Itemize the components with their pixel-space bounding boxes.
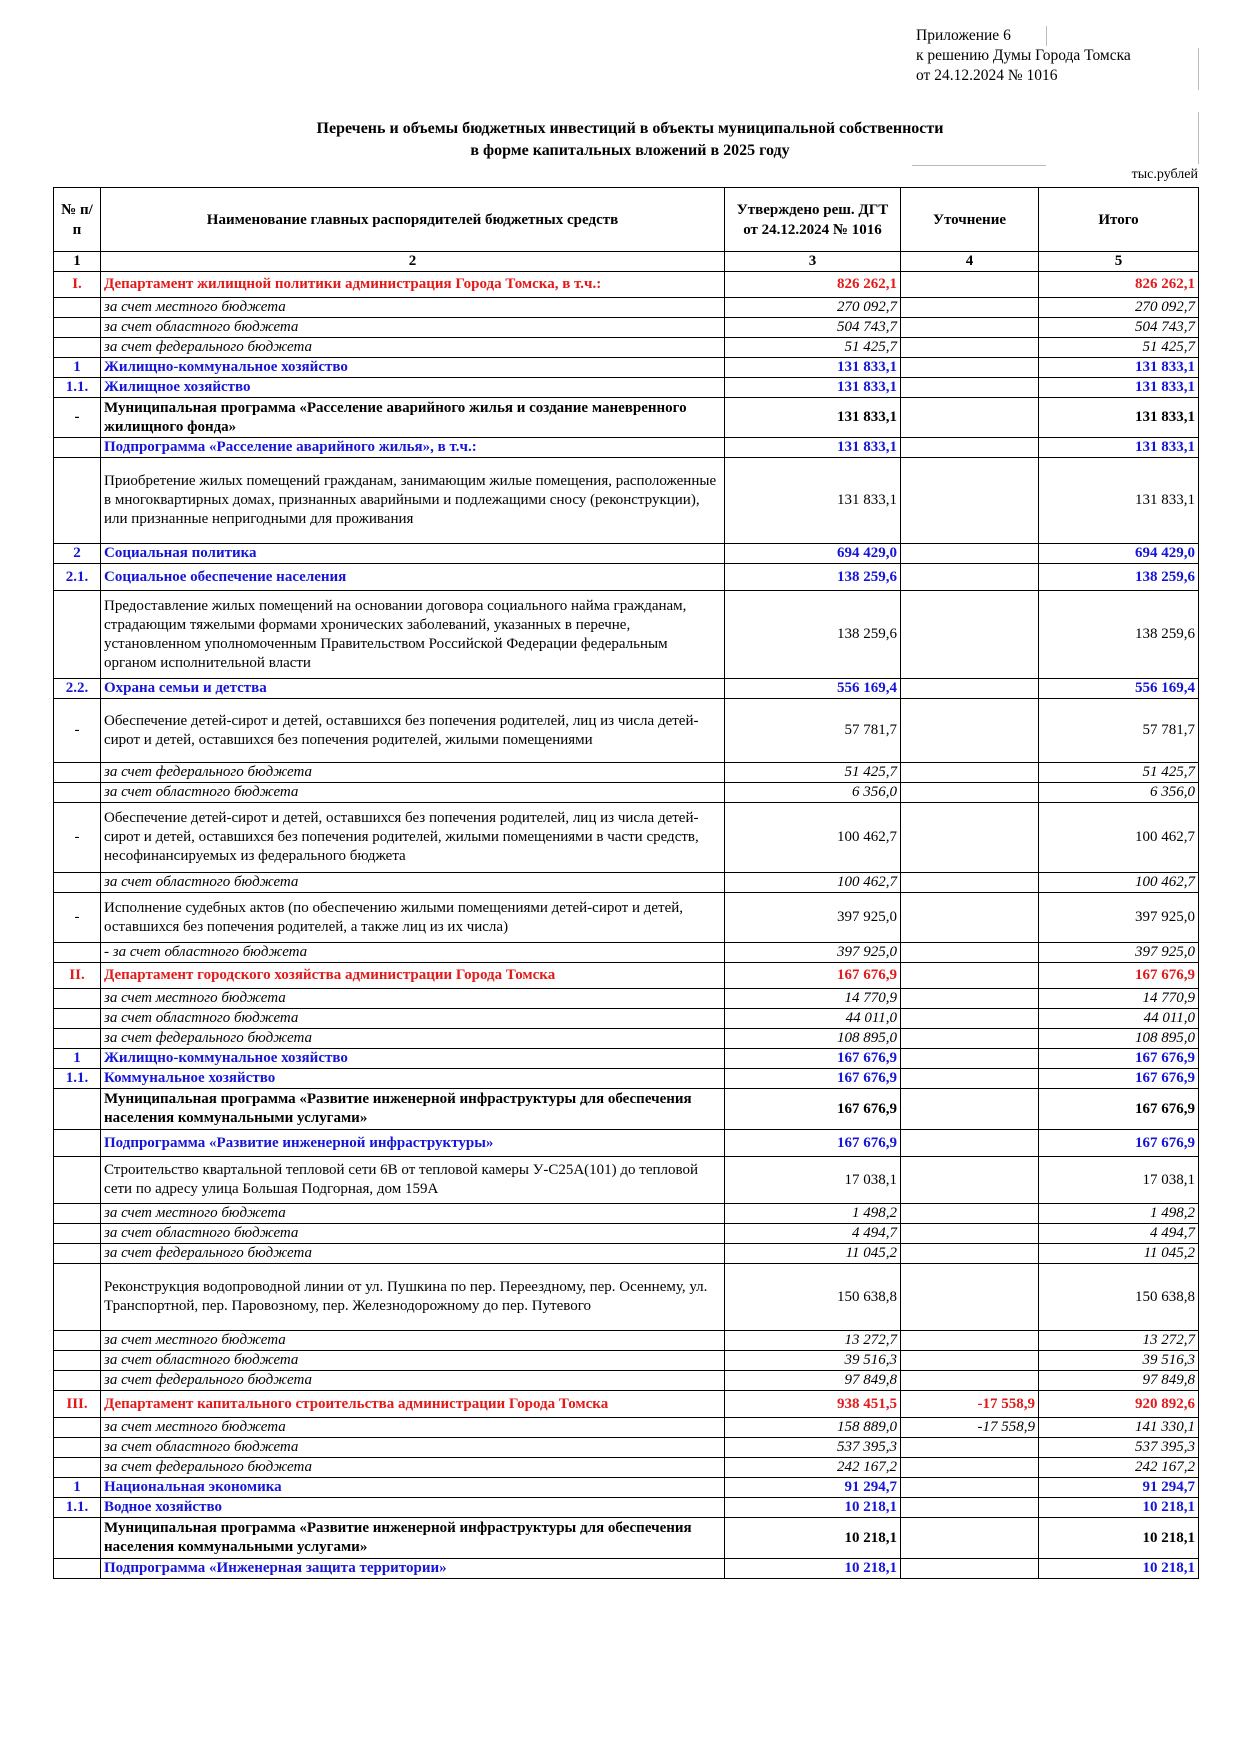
row-name: - за счет областного бюджета <box>101 943 725 963</box>
row-approved: 138 259,6 <box>725 564 901 591</box>
table-row <box>54 438 1199 458</box>
row-number <box>54 783 101 803</box>
row-approved: 39 516,3 <box>725 1351 901 1371</box>
table-row <box>54 1224 1199 1244</box>
row-approved: 242 167,2 <box>725 1458 901 1478</box>
row-total: 51 425,7 <box>1039 338 1199 358</box>
table-row <box>54 1371 1199 1391</box>
row-name: Национальная экономика <box>101 1478 725 1498</box>
row-name: за счет федерального бюджета <box>101 1371 725 1391</box>
row-number <box>54 1559 101 1579</box>
row-name: за счет федерального бюджета <box>101 338 725 358</box>
row-name: за счет областного бюджета <box>101 873 725 893</box>
document-title <box>200 118 1060 162</box>
row-total: 138 259,6 <box>1039 591 1199 679</box>
row-approved: 14 770,9 <box>725 989 901 1009</box>
table-row <box>54 378 1199 398</box>
header-name: Наименование главных распорядителей бюджетных средств <box>101 188 725 252</box>
row-total: 167 676,9 <box>1039 1069 1199 1089</box>
row-total: 39 516,3 <box>1039 1351 1199 1371</box>
row-approved: 17 038,1 <box>725 1157 901 1204</box>
row-number <box>54 338 101 358</box>
row-total: 91 294,7 <box>1039 1478 1199 1498</box>
row-number <box>54 1130 101 1157</box>
table-row <box>54 1029 1199 1049</box>
divider <box>1198 48 1199 90</box>
row-name: Предоставление жилых помещений на основании договора социального найма гражданам, страдающим тяжелыми формами хронических заболеваний, указанных в перечне, установленном уполномоченным Правительством Российской Федерации федеральным органом исполнительной власти <box>101 591 725 679</box>
row-change <box>901 1130 1039 1157</box>
row-name: за счет местного бюджета <box>101 1331 725 1351</box>
row-total: 694 429,0 <box>1039 544 1199 564</box>
row-approved: 10 218,1 <box>725 1498 901 1518</box>
row-change <box>901 398 1039 438</box>
row-number <box>54 298 101 318</box>
row-number <box>54 1438 101 1458</box>
row-change <box>901 1371 1039 1391</box>
table-row <box>54 943 1199 963</box>
row-number: 1.1. <box>54 1069 101 1089</box>
units-label: тыс.рублей <box>1131 167 1198 182</box>
row-number: 1 <box>54 1478 101 1498</box>
row-number <box>54 438 101 458</box>
table-row <box>54 1559 1199 1579</box>
table-row <box>54 1458 1199 1478</box>
row-change <box>901 1204 1039 1224</box>
row-change <box>901 1458 1039 1478</box>
table-row <box>54 1498 1199 1518</box>
row-total: 13 272,7 <box>1039 1331 1199 1351</box>
row-name: Водное хозяйство <box>101 1498 725 1518</box>
table-row <box>54 1157 1199 1204</box>
row-total: 100 462,7 <box>1039 873 1199 893</box>
row-change <box>901 318 1039 338</box>
row-number: - <box>54 699 101 763</box>
row-total: 44 011,0 <box>1039 1009 1199 1029</box>
row-total: 10 218,1 <box>1039 1498 1199 1518</box>
row-change <box>901 963 1039 989</box>
table-row <box>54 1478 1199 1498</box>
table-row <box>54 1331 1199 1351</box>
header-approved: Утверждено реш. ДГТ от 24.12.2024 № 1016 <box>725 188 901 252</box>
row-approved: 397 925,0 <box>725 893 901 943</box>
header-change: Уточнение <box>901 188 1039 252</box>
row-total: 242 167,2 <box>1039 1458 1199 1478</box>
row-approved: 44 011,0 <box>725 1009 901 1029</box>
row-name: за счет областного бюджета <box>101 1438 725 1458</box>
row-change <box>901 1244 1039 1264</box>
row-total: 131 833,1 <box>1039 378 1199 398</box>
row-change <box>901 338 1039 358</box>
table-row <box>54 1264 1199 1331</box>
colnum-4: 4 <box>901 252 1039 272</box>
divider <box>1046 26 1047 46</box>
row-total: 4 494,7 <box>1039 1224 1199 1244</box>
table-row <box>54 873 1199 893</box>
table-row <box>54 783 1199 803</box>
table-row <box>54 1204 1199 1224</box>
row-approved: 938 451,5 <box>725 1391 901 1418</box>
row-approved: 100 462,7 <box>725 873 901 893</box>
row-change <box>901 1264 1039 1331</box>
row-name: Жилищно-коммунальное хозяйство <box>101 1049 725 1069</box>
row-change <box>901 358 1039 378</box>
table-row <box>54 1244 1199 1264</box>
row-name: Департамент капитального строительства администрации Города Томска <box>101 1391 725 1418</box>
row-number: - <box>54 803 101 873</box>
row-change <box>901 989 1039 1009</box>
table-row <box>54 298 1199 318</box>
row-name: Обеспечение детей-сирот и детей, оставшихся без попечения родителей, лиц из числа детей-сирот и детей, оставшихся без попечения родителей, жилыми помещениями <box>101 699 725 763</box>
row-change <box>901 591 1039 679</box>
row-name: за счет областного бюджета <box>101 318 725 338</box>
row-total: 10 218,1 <box>1039 1518 1199 1559</box>
row-name: Социальная политика <box>101 544 725 564</box>
row-name: за счет местного бюджета <box>101 1418 725 1438</box>
row-number <box>54 1157 101 1204</box>
row-change <box>901 1029 1039 1049</box>
row-approved: 131 833,1 <box>725 378 901 398</box>
row-approved: 537 395,3 <box>725 1438 901 1458</box>
table-row <box>54 1418 1199 1438</box>
row-change <box>901 378 1039 398</box>
row-change <box>901 679 1039 699</box>
investment-table <box>53 187 1199 1579</box>
annex-line-3: от 24.12.2024 № 1016 <box>916 67 1058 84</box>
row-name: Департамент жилищной политики администрация Города Томска, в т.ч.: <box>101 272 725 298</box>
row-name: Реконструкция водопроводной линии от ул. Пушкина по пер. Переездному, пер. Осеннему, ул. Транспортной, пер. Паровозному, пер. Железнодорожному до пер. Путевого <box>101 1264 725 1331</box>
row-total: 167 676,9 <box>1039 1130 1199 1157</box>
colnum-1: 1 <box>54 252 101 272</box>
row-number <box>54 1331 101 1351</box>
row-number: III. <box>54 1391 101 1418</box>
row-approved: 4 494,7 <box>725 1224 901 1244</box>
row-approved: 131 833,1 <box>725 358 901 378</box>
table-row <box>54 893 1199 943</box>
row-change <box>901 1331 1039 1351</box>
table-row <box>54 1089 1199 1130</box>
row-total: 14 770,9 <box>1039 989 1199 1009</box>
table-row <box>54 544 1199 564</box>
row-total: 131 833,1 <box>1039 458 1199 544</box>
table-row <box>54 963 1199 989</box>
row-name: Муниципальная программа «Развитие инженерной инфраструктуры для обеспечения населения коммунальными услугами» <box>101 1089 725 1130</box>
table-row <box>54 1518 1199 1559</box>
row-change: -17 558,9 <box>901 1391 1039 1418</box>
table-row <box>54 564 1199 591</box>
row-number: 1 <box>54 1049 101 1069</box>
table-row <box>54 679 1199 699</box>
row-change <box>901 699 1039 763</box>
row-total: 138 259,6 <box>1039 564 1199 591</box>
divider <box>912 165 1046 166</box>
row-approved: 51 425,7 <box>725 763 901 783</box>
row-number: 2.1. <box>54 564 101 591</box>
row-name: Обеспечение детей-сирот и детей, оставшихся без попечения родителей, лиц из числа детей-сирот и детей, оставшихся без попечения родителей, жилыми помещениями в части средств, несофинансируемых из федерального бюджета <box>101 803 725 873</box>
table-row <box>54 989 1199 1009</box>
table-row <box>54 398 1199 438</box>
row-number <box>54 1518 101 1559</box>
table-row <box>54 1049 1199 1069</box>
row-number <box>54 1244 101 1264</box>
row-number <box>54 1204 101 1224</box>
row-total: 150 638,8 <box>1039 1264 1199 1331</box>
title-line-1: Перечень и объемы бюджетных инвестиций в объекты муниципальной собственности <box>316 120 944 137</box>
row-number: - <box>54 398 101 438</box>
row-number <box>54 763 101 783</box>
row-approved: 826 262,1 <box>725 272 901 298</box>
row-change <box>901 803 1039 873</box>
row-change <box>901 1351 1039 1371</box>
table-row <box>54 318 1199 338</box>
row-approved: 167 676,9 <box>725 1069 901 1089</box>
row-total: 397 925,0 <box>1039 943 1199 963</box>
colnum-2: 2 <box>101 252 725 272</box>
header-number: № п/п <box>54 188 101 252</box>
row-total: 397 925,0 <box>1039 893 1199 943</box>
row-change <box>901 458 1039 544</box>
column-number-row <box>54 252 1199 272</box>
row-name: за счет областного бюджета <box>101 1224 725 1244</box>
row-total: 141 330,1 <box>1039 1418 1199 1438</box>
row-name: Строительство квартальной тепловой сети 6В от тепловой камеры У-С25А(101) до тепловой сети по адресу улица Большая Подгорная, дом 159А <box>101 1157 725 1204</box>
row-change <box>901 1069 1039 1089</box>
row-name: Исполнение судебных актов (по обеспечению жилыми помещениями детей-сирот и детей, оставшихся без попечения родителей, а также лиц из их числа) <box>101 893 725 943</box>
row-number: 2 <box>54 544 101 564</box>
row-approved: 131 833,1 <box>725 438 901 458</box>
row-number: - <box>54 893 101 943</box>
row-number: II. <box>54 963 101 989</box>
row-number <box>54 1458 101 1478</box>
row-name: Подпрограмма «Расселение аварийного жилья», в т.ч.: <box>101 438 725 458</box>
row-approved: 167 676,9 <box>725 1049 901 1069</box>
row-approved: 91 294,7 <box>725 1478 901 1498</box>
row-name: Приобретение жилых помещений гражданам, занимающим жилые помещения, расположенные в многоквартирных домах, признанных аварийными и подлежащими сносу (реконструкции), или признанные непригодными для проживания <box>101 458 725 544</box>
row-name: за счет местного бюджета <box>101 989 725 1009</box>
row-change <box>901 943 1039 963</box>
row-number <box>54 458 101 544</box>
row-change <box>901 1009 1039 1029</box>
row-name: за счет федерального бюджета <box>101 1029 725 1049</box>
row-number: 1.1. <box>54 378 101 398</box>
row-name: за счет областного бюджета <box>101 1009 725 1029</box>
row-total: 131 833,1 <box>1039 438 1199 458</box>
row-number <box>54 318 101 338</box>
table-row <box>54 803 1199 873</box>
row-name: Департамент городского хозяйства администрации Города Томска <box>101 963 725 989</box>
annex-block <box>916 26 1131 86</box>
row-approved: 10 218,1 <box>725 1559 901 1579</box>
row-approved: 6 356,0 <box>725 783 901 803</box>
row-number <box>54 1089 101 1130</box>
row-approved: 97 849,8 <box>725 1371 901 1391</box>
row-total: 108 895,0 <box>1039 1029 1199 1049</box>
title-line-2: в форме капитальных вложений в 2025 году <box>470 142 790 159</box>
table-row <box>54 763 1199 783</box>
row-approved: 504 743,7 <box>725 318 901 338</box>
table-row <box>54 1009 1199 1029</box>
row-change <box>901 544 1039 564</box>
table-header-row <box>54 188 1199 252</box>
row-approved: 556 169,4 <box>725 679 901 699</box>
row-name: Жилищно-коммунальное хозяйство <box>101 358 725 378</box>
colnum-3: 3 <box>725 252 901 272</box>
row-number: 2.2. <box>54 679 101 699</box>
table-row <box>54 1391 1199 1418</box>
row-name: Подпрограмма «Инженерная защита территории» <box>101 1559 725 1579</box>
row-approved: 10 218,1 <box>725 1518 901 1559</box>
row-total: 270 092,7 <box>1039 298 1199 318</box>
row-change <box>901 564 1039 591</box>
row-approved: 13 272,7 <box>725 1331 901 1351</box>
row-number <box>54 1351 101 1371</box>
row-number <box>54 1264 101 1331</box>
table-row <box>54 699 1199 763</box>
row-total: 920 892,6 <box>1039 1391 1199 1418</box>
row-number: 1 <box>54 358 101 378</box>
row-number <box>54 1224 101 1244</box>
row-name: за счет федерального бюджета <box>101 1244 725 1264</box>
row-number <box>54 943 101 963</box>
colnum-5: 5 <box>1039 252 1199 272</box>
row-approved: 100 462,7 <box>725 803 901 873</box>
table-row <box>54 1069 1199 1089</box>
row-total: 167 676,9 <box>1039 1049 1199 1069</box>
row-total: 167 676,9 <box>1039 963 1199 989</box>
divider <box>1198 112 1199 164</box>
row-total: 97 849,8 <box>1039 1371 1199 1391</box>
row-change <box>901 1224 1039 1244</box>
row-approved: 11 045,2 <box>725 1244 901 1264</box>
row-name: за счет областного бюджета <box>101 783 725 803</box>
row-total: 10 218,1 <box>1039 1559 1199 1579</box>
row-change <box>901 1438 1039 1458</box>
row-number: I. <box>54 272 101 298</box>
row-approved: 167 676,9 <box>725 1130 901 1157</box>
row-total: 11 045,2 <box>1039 1244 1199 1264</box>
row-change <box>901 1089 1039 1130</box>
row-approved: 108 895,0 <box>725 1029 901 1049</box>
table-row <box>54 338 1199 358</box>
row-number <box>54 1009 101 1029</box>
row-total: 57 781,7 <box>1039 699 1199 763</box>
row-name: Коммунальное хозяйство <box>101 1069 725 1089</box>
row-total: 826 262,1 <box>1039 272 1199 298</box>
row-total: 1 498,2 <box>1039 1204 1199 1224</box>
row-name: Подпрограмма «Развитие инженерной инфраструктуры» <box>101 1130 725 1157</box>
row-approved: 167 676,9 <box>725 1089 901 1130</box>
row-name: Муниципальная программа «Расселение аварийного жилья и создание маневренного жилищного фонда» <box>101 398 725 438</box>
row-approved: 131 833,1 <box>725 398 901 438</box>
row-change <box>901 1157 1039 1204</box>
row-change <box>901 783 1039 803</box>
row-change <box>901 873 1039 893</box>
row-approved: 167 676,9 <box>725 963 901 989</box>
table-row <box>54 1351 1199 1371</box>
row-change <box>901 763 1039 783</box>
row-approved: 138 259,6 <box>725 591 901 679</box>
row-total: 537 395,3 <box>1039 1438 1199 1458</box>
annex-line-2: к решению Думы Города Томска <box>916 47 1131 64</box>
row-total: 504 743,7 <box>1039 318 1199 338</box>
row-total: 51 425,7 <box>1039 763 1199 783</box>
row-number <box>54 1029 101 1049</box>
row-total: 100 462,7 <box>1039 803 1199 873</box>
row-change <box>901 1498 1039 1518</box>
table-row <box>54 272 1199 298</box>
row-total: 167 676,9 <box>1039 1089 1199 1130</box>
row-name: Социальное обеспечение населения <box>101 564 725 591</box>
table-row <box>54 1130 1199 1157</box>
row-number <box>54 873 101 893</box>
table-row <box>54 591 1199 679</box>
row-name: за счет местного бюджета <box>101 298 725 318</box>
row-total: 17 038,1 <box>1039 1157 1199 1204</box>
row-change <box>901 1049 1039 1069</box>
row-approved: 1 498,2 <box>725 1204 901 1224</box>
row-number <box>54 989 101 1009</box>
table-row <box>54 358 1199 378</box>
row-approved: 51 425,7 <box>725 338 901 358</box>
row-approved: 270 092,7 <box>725 298 901 318</box>
row-change <box>901 1518 1039 1559</box>
row-name: за счет местного бюджета <box>101 1204 725 1224</box>
row-name: за счет федерального бюджета <box>101 763 725 783</box>
row-name: Жилищное хозяйство <box>101 378 725 398</box>
table-row <box>54 1438 1199 1458</box>
row-change <box>901 272 1039 298</box>
table-row <box>54 458 1199 544</box>
row-approved: 131 833,1 <box>725 458 901 544</box>
row-change: -17 558,9 <box>901 1418 1039 1438</box>
row-name: Охрана семьи и детства <box>101 679 725 699</box>
row-approved: 158 889,0 <box>725 1418 901 1438</box>
row-change <box>901 893 1039 943</box>
row-total: 6 356,0 <box>1039 783 1199 803</box>
row-name: Муниципальная программа «Развитие инженерной инфраструктуры для обеспечения населения коммунальными услугами» <box>101 1518 725 1559</box>
row-change <box>901 1478 1039 1498</box>
row-approved: 397 925,0 <box>725 943 901 963</box>
annex-line-1: Приложение 6 <box>916 27 1011 44</box>
row-change <box>901 1559 1039 1579</box>
header-total: Итого <box>1039 188 1199 252</box>
row-change <box>901 438 1039 458</box>
row-number <box>54 1418 101 1438</box>
row-number: 1.1. <box>54 1498 101 1518</box>
row-name: за счет федерального бюджета <box>101 1458 725 1478</box>
row-approved: 694 429,0 <box>725 544 901 564</box>
row-total: 556 169,4 <box>1039 679 1199 699</box>
row-number <box>54 591 101 679</box>
row-total: 131 833,1 <box>1039 398 1199 438</box>
row-approved: 150 638,8 <box>725 1264 901 1331</box>
row-approved: 57 781,7 <box>725 699 901 763</box>
row-number <box>54 1371 101 1391</box>
row-change <box>901 298 1039 318</box>
row-total: 131 833,1 <box>1039 358 1199 378</box>
row-name: за счет областного бюджета <box>101 1351 725 1371</box>
